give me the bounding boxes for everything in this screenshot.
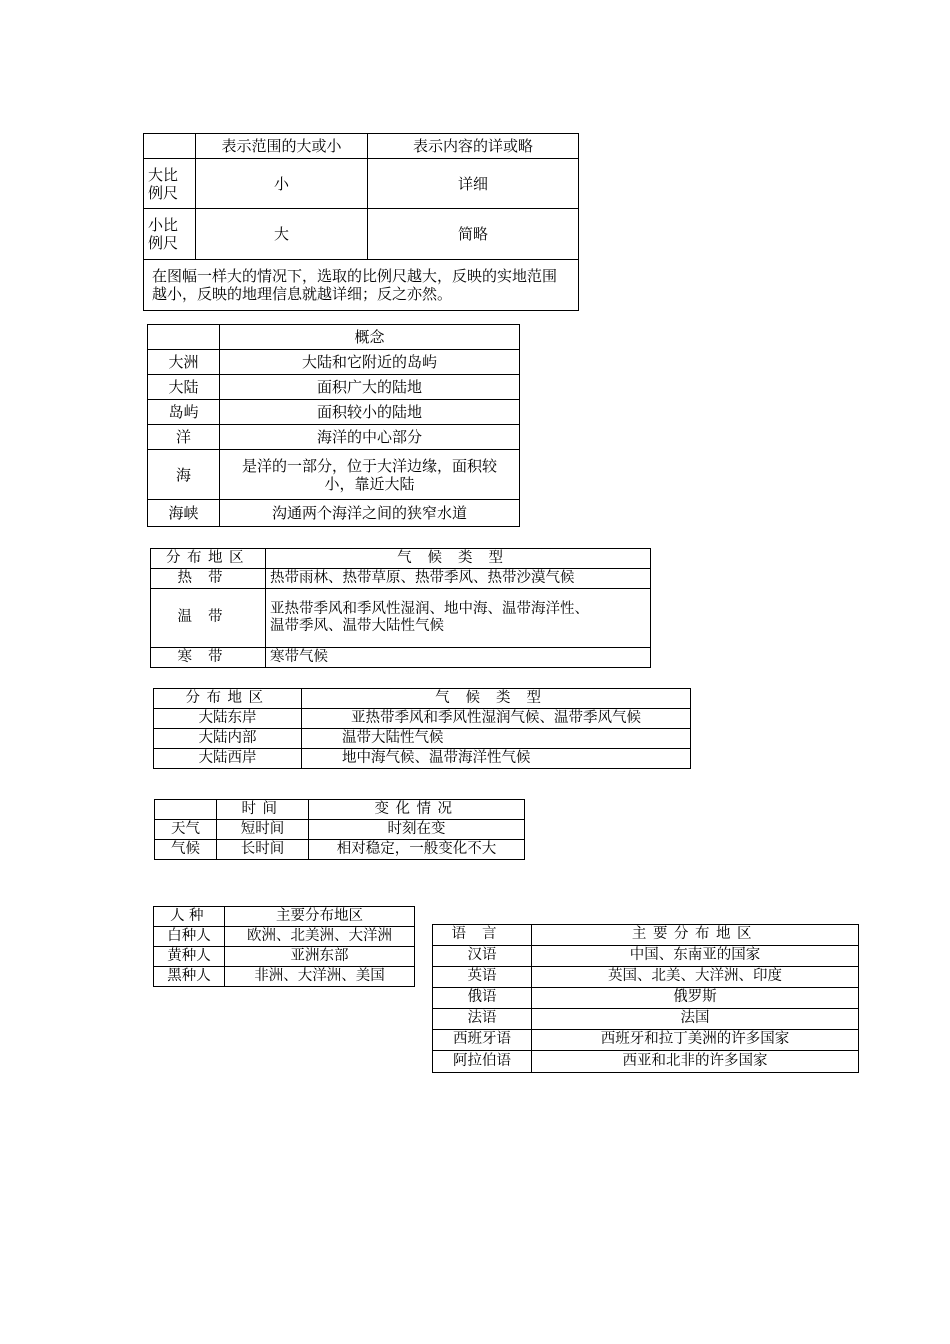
time-cell: 短时间 (217, 820, 309, 840)
region-cell: 英国、北美、大洋洲、印度 (532, 967, 859, 988)
concept-table (147, 324, 520, 527)
item-cell: 天气 (155, 820, 217, 840)
term-cell: 海 (148, 450, 220, 500)
region-cell: 欧洲、北美洲、大洋洲 (225, 927, 415, 947)
region-cell: 西班牙和拉丁美洲的许多国家 (532, 1030, 859, 1051)
header-cell (148, 325, 220, 350)
concept-cell: 沟通两个海洋之间的狭窄水道 (220, 500, 520, 527)
header-cell: 变化情况 (309, 800, 525, 820)
header-cell: 表示内容的详或略 (368, 134, 579, 159)
lang-cell: 阿拉伯语 (433, 1051, 532, 1073)
row-label: 大比例尺 (144, 159, 196, 209)
term-cell: 海峡 (148, 500, 220, 527)
climate-zone-table (150, 548, 651, 668)
note-cell: 在图幅一样大的情况下，选取的比例尺越大，反映的实地范围越小，反映的地理信息就越详细；反之亦然。 (144, 260, 579, 311)
header-cell: 人种 (154, 907, 225, 927)
region-cell: 大陆内部 (154, 729, 302, 749)
lang-cell: 英语 (433, 967, 532, 988)
race-cell: 黑种人 (154, 967, 225, 987)
term-cell: 洋 (148, 425, 220, 450)
term-cell: 大陆 (148, 375, 220, 400)
region-cell: 非洲、大洋洲、美国 (225, 967, 415, 987)
climate-line: 亚热带季风和季风性湿润、地中海、温带海洋性、 (270, 600, 589, 617)
climate-cell: 温带大陆性气候 (302, 729, 691, 749)
table-cell: 详细 (368, 159, 579, 209)
region-cell: 俄罗斯 (532, 988, 859, 1009)
climate-cell: 寒带气候 (266, 648, 651, 668)
region-cell: 温带 (151, 589, 266, 648)
region-cell: 大陆西岸 (154, 749, 302, 769)
climate-line: 温带季风、温带大陆性气候 (270, 618, 444, 634)
climate-position-table (153, 688, 691, 769)
item-cell: 气候 (155, 840, 217, 860)
change-cell: 时刻在变 (309, 820, 525, 840)
concept-cell: 海洋的中心部分 (220, 425, 520, 450)
race-table (153, 906, 415, 987)
climate-cell: 热带雨林、热带草原、热带季风、热带沙漠气候 (266, 569, 651, 589)
race-cell: 白种人 (154, 927, 225, 947)
header-cell: 概念 (220, 325, 520, 350)
lang-cell: 俄语 (433, 988, 532, 1009)
climate-cell: 亚热带季风和季风性湿润气候、温带季风气候 (302, 709, 691, 729)
time-cell: 长时间 (217, 840, 309, 860)
region-cell: 大陆东岸 (154, 709, 302, 729)
lang-cell: 汉语 (433, 946, 532, 967)
term-cell: 大洲 (148, 350, 220, 375)
table-cell: 小 (196, 159, 368, 209)
header-cell: 主要分布地区 (225, 907, 415, 927)
header-cell: 语言 (433, 925, 532, 946)
region-cell: 中国、东南亚的国家 (532, 946, 859, 967)
region-cell: 西亚和北非的许多国家 (532, 1051, 859, 1073)
table-cell: 简略 (368, 209, 579, 260)
region-cell: 法国 (532, 1009, 859, 1030)
scale-table (143, 133, 579, 311)
term-cell: 岛屿 (148, 400, 220, 425)
header-cell: 分布地区 (154, 689, 302, 709)
header-cell (144, 134, 196, 159)
climate-cell (266, 589, 651, 648)
row-label: 小比例尺 (144, 209, 196, 260)
lang-cell: 法语 (433, 1009, 532, 1030)
header-cell: 气候类型 (302, 689, 691, 709)
region-cell: 寒带 (151, 648, 266, 668)
header-cell: 时间 (217, 800, 309, 820)
table-cell: 大 (196, 209, 368, 260)
lang-cell: 西班牙语 (433, 1030, 532, 1051)
change-cell: 相对稳定，一般变化不大 (309, 840, 525, 860)
concept-cell: 是洋的一部分，位于大洋边缘，面积较小，靠近大陆 (220, 450, 520, 500)
header-cell: 表示范围的大或小 (196, 134, 368, 159)
climate-cell: 地中海气候、温带海洋性气候 (302, 749, 691, 769)
header-cell: 分布地区 (151, 549, 266, 569)
region-cell: 热带 (151, 569, 266, 589)
header-cell (155, 800, 217, 820)
concept-cell: 面积较小的陆地 (220, 400, 520, 425)
header-cell: 气候类型 (266, 549, 651, 569)
concept-cell: 大陆和它附近的岛屿 (220, 350, 520, 375)
weather-climate-table (154, 799, 525, 860)
header-cell: 主要分布地区 (532, 925, 859, 946)
race-cell: 黄种人 (154, 947, 225, 967)
concept-cell: 面积广大的陆地 (220, 375, 520, 400)
language-table (432, 924, 859, 1073)
region-cell: 亚洲东部 (225, 947, 415, 967)
